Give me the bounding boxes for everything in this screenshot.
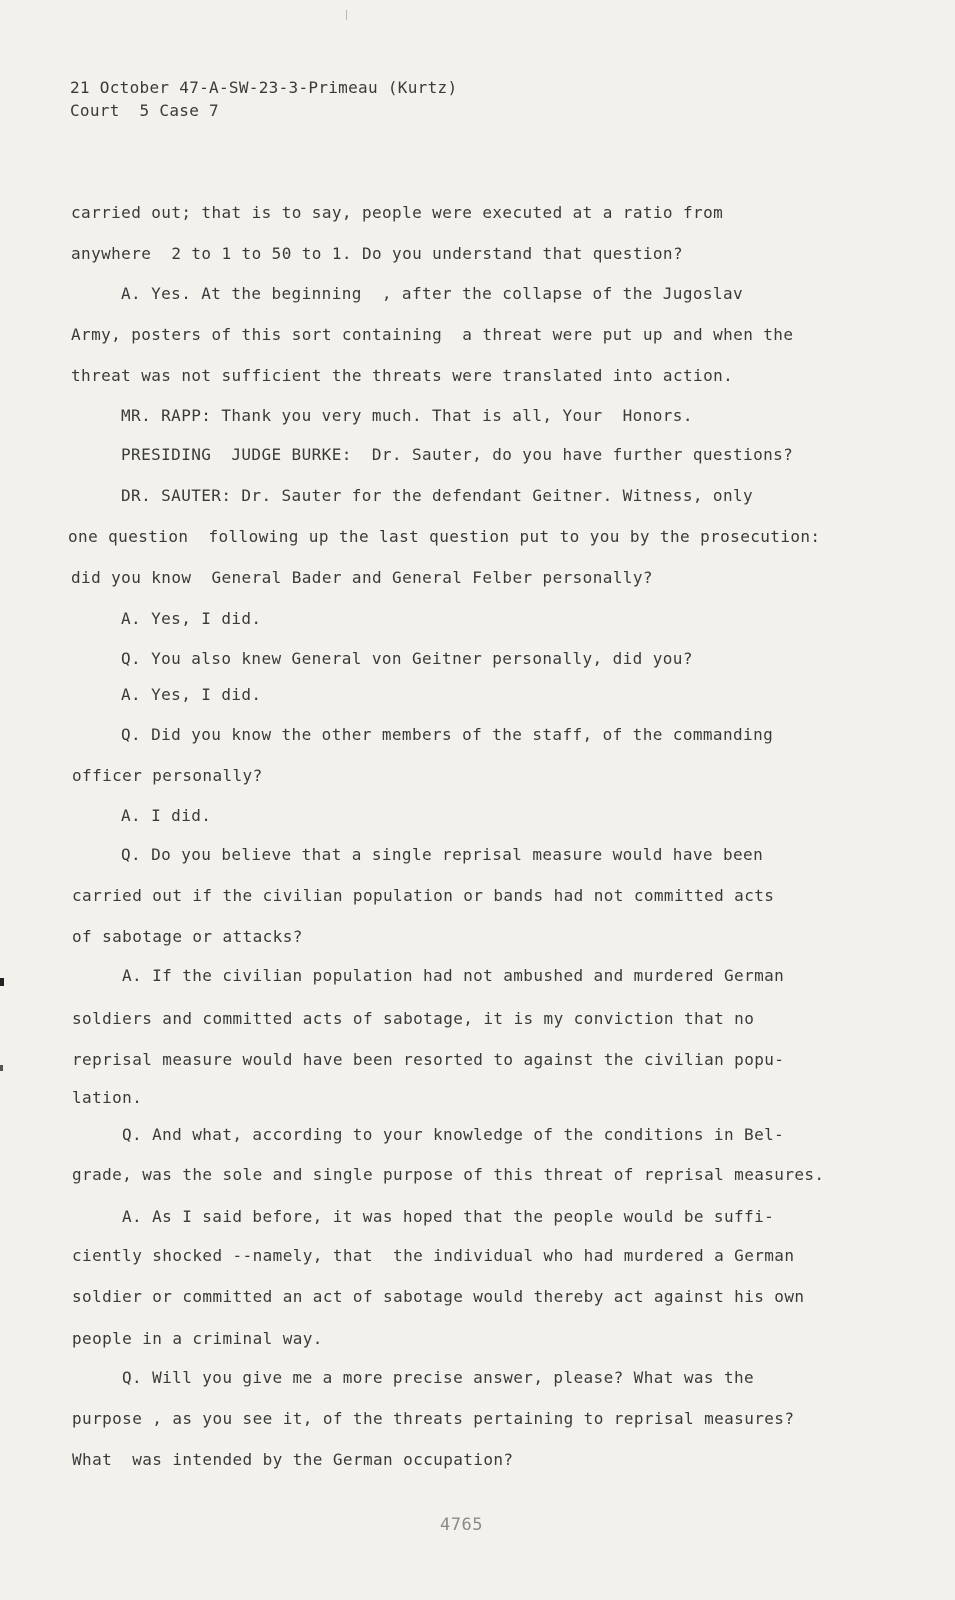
transcript-line: Q. You also knew General von Geitner personally, did you? [121, 649, 693, 668]
transcript-line: grade, was the sole and single purpose of this threat of reprisal measures. [72, 1165, 825, 1184]
transcript-line: threat was not sufficient the threats were translated into action. [71, 366, 734, 385]
transcript-line: Q. Will you give me a more precise answer, please? What was the [122, 1368, 755, 1387]
transcript-line: Q. Do you believe that a single reprisal measure would have been [121, 845, 764, 864]
transcript-line: purpose , as you see it, of the threats pertaining to reprisal measures? [72, 1409, 795, 1428]
header-date-line: 21 October 47-A-SW-23-3-Primeau (Kurtz) [70, 78, 458, 97]
transcript-line: anywhere 2 to 1 to 50 to 1. Do you understand that question? [71, 244, 684, 263]
transcript-line: of sabotage or attacks? [72, 927, 303, 946]
transcript-line: MR. RAPP: Thank you very much. That is all, Your Honors. [121, 406, 693, 425]
transcript-line: Q. Did you know the other members of the staff, of the commanding [121, 725, 774, 744]
transcript-line: reprisal measure would have been resorted to against the civilian popu- [72, 1050, 785, 1069]
transcript-line: ciently shocked --namely, that the individual who had murdered a German [72, 1246, 795, 1265]
transcript-line: did you know General Bader and General Felber personally? [71, 568, 653, 587]
transcript-line: Q. And what, according to your knowledge of the conditions in Bel- [122, 1125, 785, 1144]
header-court-line: Court 5 Case 7 [70, 101, 219, 120]
transcript-line: What was intended by the German occupation? [72, 1450, 514, 1469]
transcript-line: A. Yes. At the beginning , after the collapse of the Jugoslav [121, 284, 744, 303]
transcript-line: Army, posters of this sort containing a threat were put up and when the [71, 325, 794, 344]
transcript-line: officer personally? [72, 766, 263, 785]
page-number: 4765 [440, 1515, 483, 1535]
transcript-line: carried out if the civilian population or bands had not committed acts [72, 886, 775, 905]
transcript-line: soldiers and committed acts of sabotage, it is my conviction that no [72, 1009, 755, 1028]
transcript-line: A. I did. [121, 806, 212, 825]
punch-mark [0, 1065, 3, 1071]
transcript-line: A. Yes, I did. [121, 685, 262, 704]
transcript-line: A. Yes, I did. [121, 609, 262, 628]
transcript-line: people in a criminal way. [72, 1329, 323, 1348]
scan-mark [346, 10, 347, 20]
punch-mark [0, 978, 4, 986]
transcript-line: DR. SAUTER: Dr. Sauter for the defendant Geitner. Witness, only [121, 486, 754, 505]
transcript-line: carried out; that is to say, people were executed at a ratio from [71, 203, 724, 222]
transcript-line: A. If the civilian population had not ambushed and murdered German [122, 966, 785, 985]
transcript-line: soldier or committed an act of sabotage would thereby act against his own [72, 1287, 805, 1306]
transcript-line: lation. [72, 1088, 143, 1107]
transcript-line: one question following up the last question put to you by the prosecution: [68, 527, 821, 546]
transcript-line: PRESIDING JUDGE BURKE: Dr. Sauter, do you have further questions? [121, 445, 794, 464]
transcript-line: A. As I said before, it was hoped that the people would be suffi- [122, 1207, 775, 1226]
